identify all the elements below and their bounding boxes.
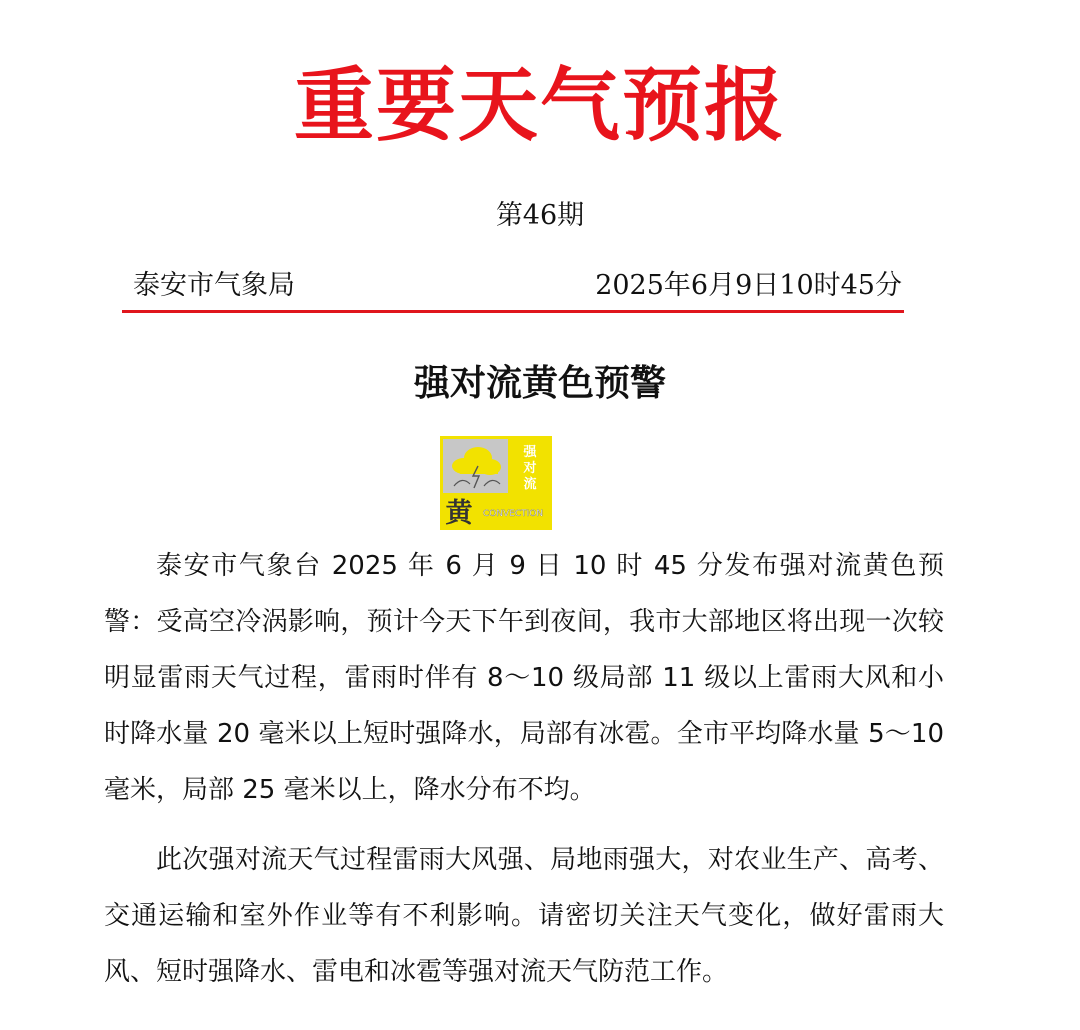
icon-label-char: 对 <box>523 461 537 476</box>
body-paragraph: 泰安市气象台 2025 年 6 月 9 日 10 时 45 分发布强对流黄色预警：受高空冷涡影响，预计今天下午到夜间，我市大部地区将出现一次较明显雷雨天气过程，雷雨时伴有 8～10 级局部 11 级以上雷雨大风和小时降水量 20 毫米以上短时强降水，局部有冰雹。全市平均降水量 5～10 毫米，局部 25 毫米以上，降水分布不均。 <box>104 551 944 805</box>
issuer: 泰安市气象局 <box>133 270 295 301</box>
icon-color-character: 黄 <box>445 498 473 529</box>
header-divider <box>122 310 904 313</box>
severe-convection-yellow-warning-icon <box>440 436 552 530</box>
body-paragraph: 此次强对流天气过程雷雨大风强、局地雨强大，对农业生产、高考、交通运输和室外作业等有不利影响。请密切关注天气变化，做好雷雨大风、短时强降水、雷电和冰雹等强对流天气防范工作。 <box>104 845 944 987</box>
issue-datetime: 2025年6月9日10时45分 <box>595 270 902 301</box>
issue-number: 第46期 <box>495 200 585 231</box>
icon-english-label: CONVECTION <box>482 509 544 519</box>
masthead-title: 重要天气预报 <box>294 59 786 152</box>
icon-label-char: 强 <box>523 445 537 460</box>
alert-title: 强对流黄色预警 <box>413 362 666 404</box>
alert-body <box>104 538 944 1000</box>
icon-label-char: 流 <box>523 477 537 492</box>
